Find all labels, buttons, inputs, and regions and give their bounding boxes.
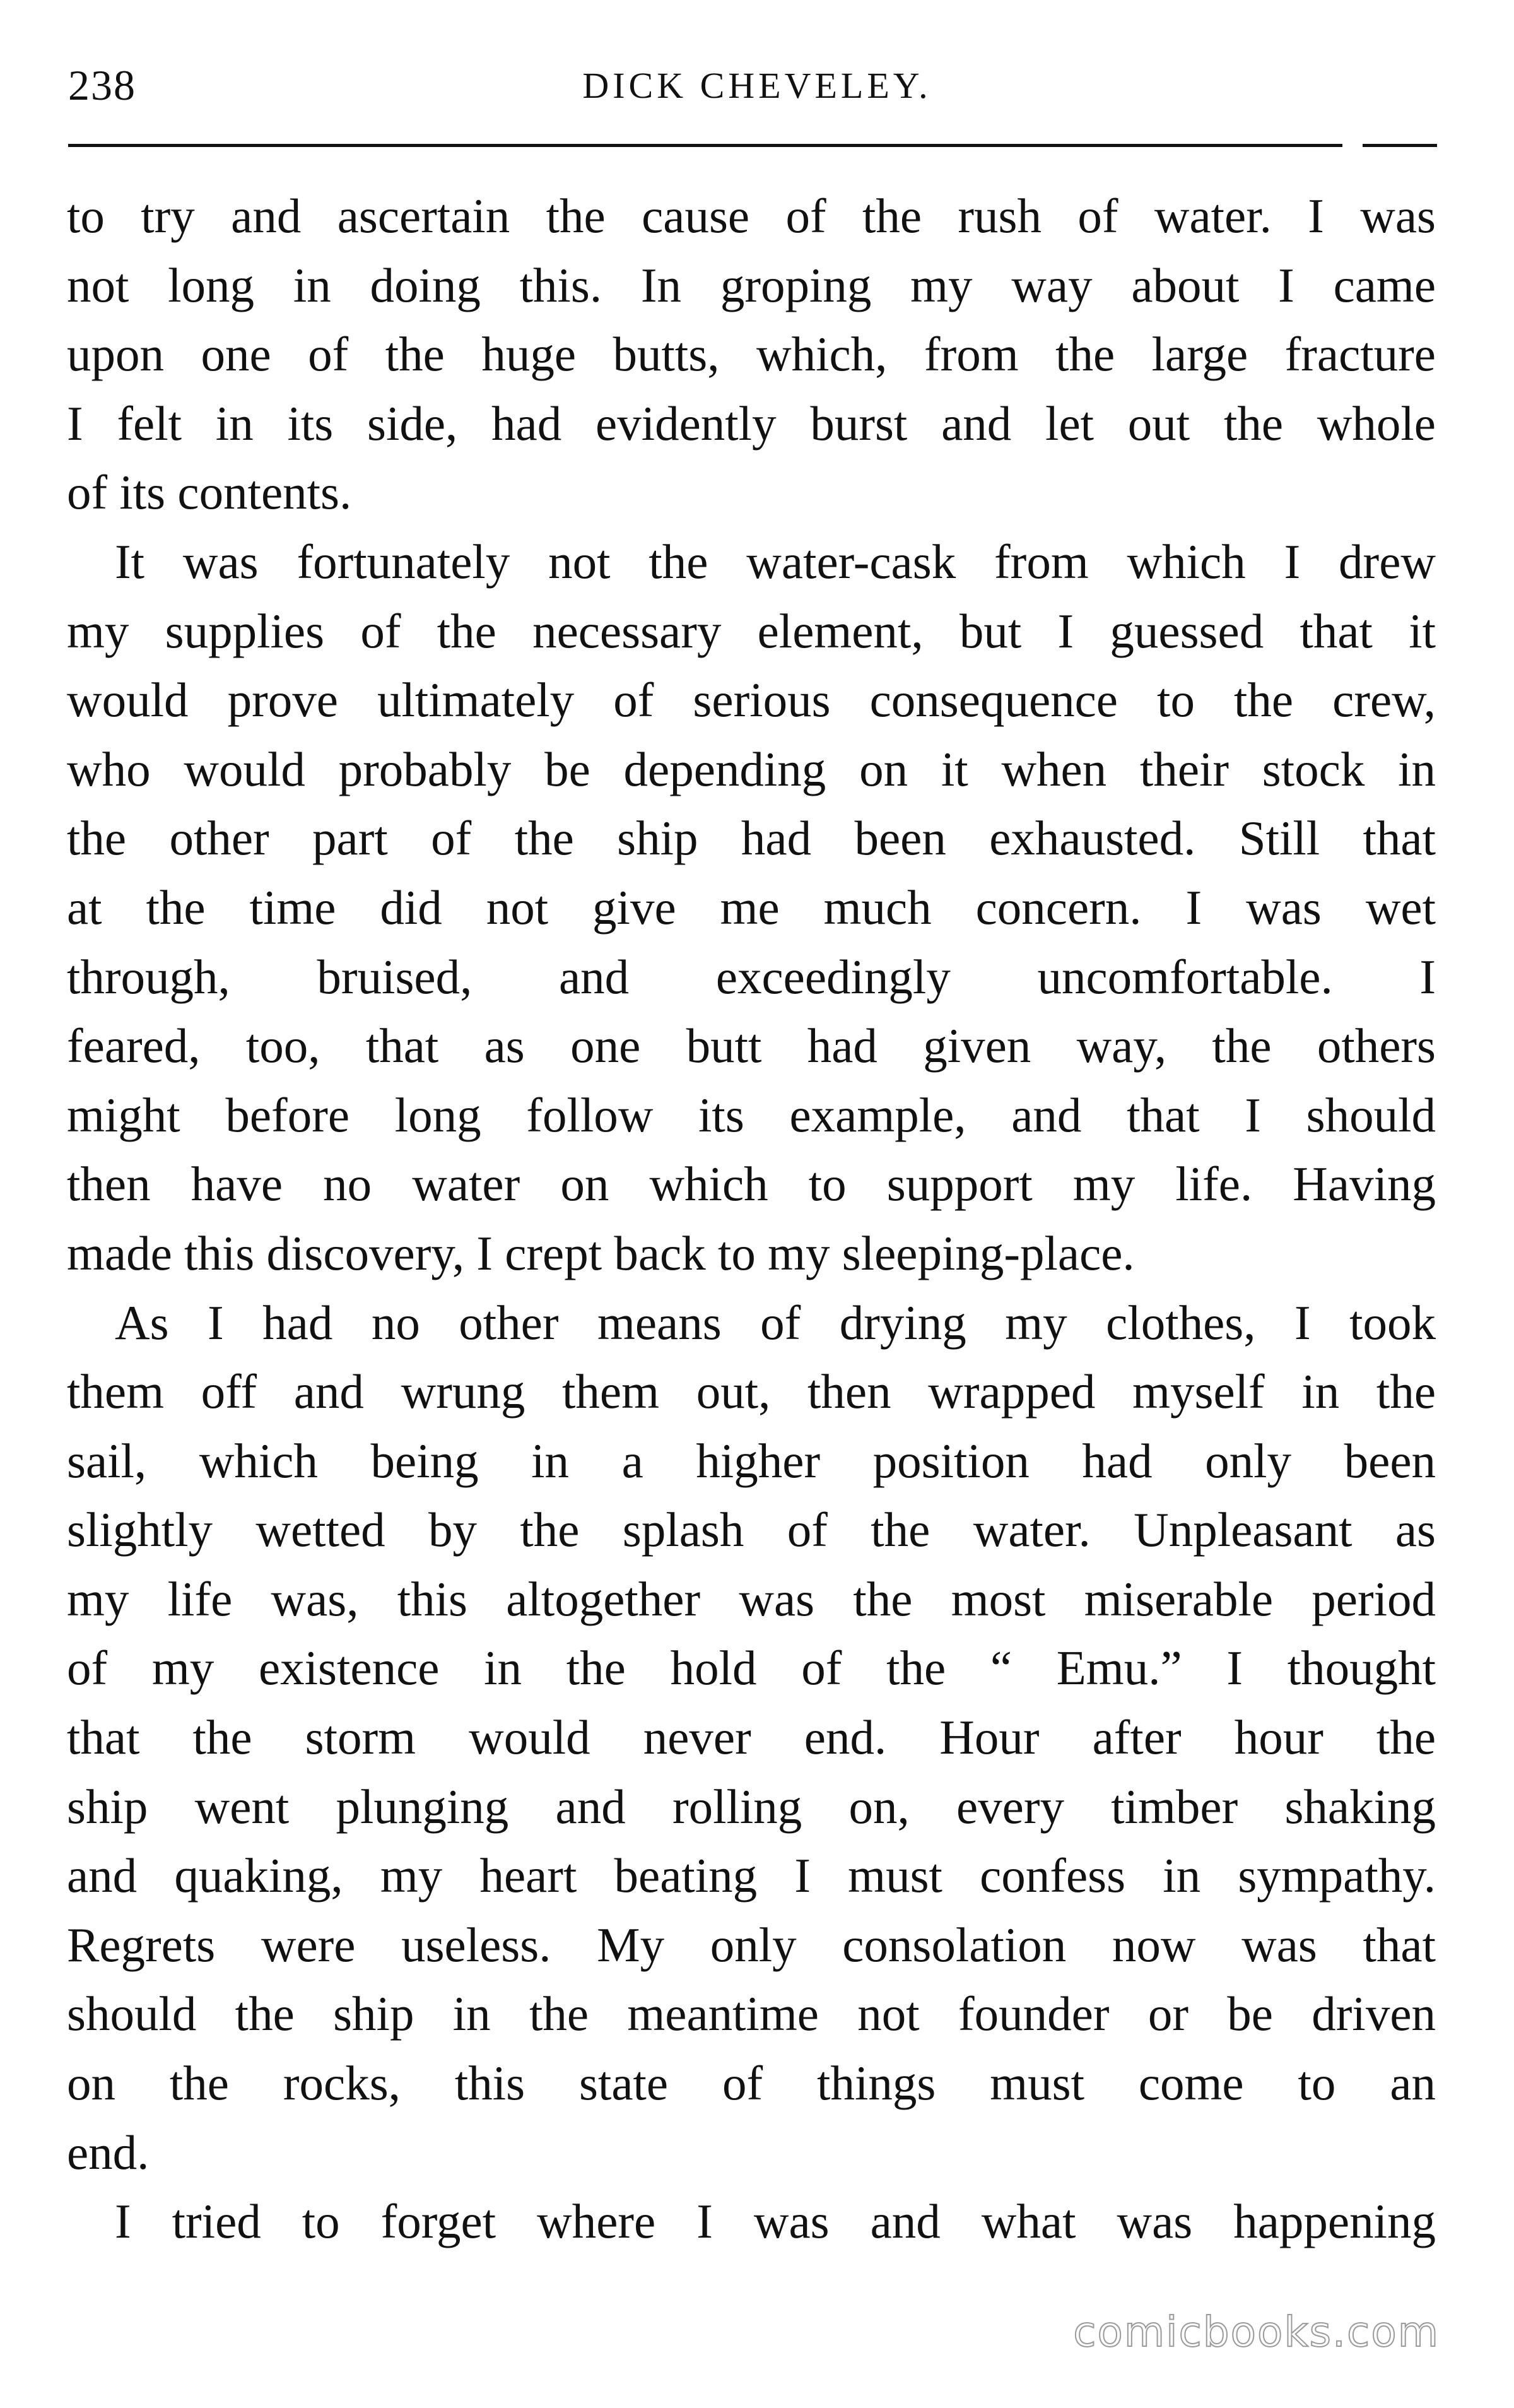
text-line: Regrets were useless. My only consolation now was that	[67, 1917, 1436, 1972]
running-title: DICK CHEVELEY.	[582, 65, 932, 106]
header-rule	[68, 144, 1342, 147]
text-line: then have no water on which to support my life. Having	[67, 1157, 1436, 1212]
text-line: As I had no other means of drying my clothes, I took	[115, 1295, 1436, 1350]
text-line: feared, too, that as one butt had given way, the others	[67, 1018, 1436, 1073]
text-line: upon one of the huge butts, which, from the large fracture	[67, 327, 1436, 382]
text-line: through, bruised, and exceedingly uncomfortable. I	[67, 949, 1436, 1004]
page-number: 238	[68, 61, 136, 109]
text-line: should the ship in the meantime not founder or be driven	[67, 1986, 1436, 2041]
text-line: sail, which being in a higher position had only been	[67, 1433, 1436, 1488]
text-line: might before long follow its example, and that I should	[67, 1087, 1436, 1142]
text-line: would prove ultimately of serious consequence to the crew,	[67, 673, 1436, 728]
text-line: made this discovery, I crept back to my sleeping-place.	[67, 1225, 1135, 1280]
text-line: not long in doing this. In groping my way about I came	[67, 257, 1436, 312]
text-line: It was fortunately not the water-cask from which I drew	[115, 534, 1436, 589]
text-line: my life was, this altogether was the most miserable period	[67, 1571, 1436, 1626]
text-line: slightly wetted by the splash of the water. Unpleasant as	[67, 1502, 1436, 1557]
text-line: and quaking, my heart beating I must confess in sympathy.	[67, 1848, 1436, 1903]
text-line: I felt in its side, had evidently burst and let out the whole	[67, 396, 1436, 451]
text-line: to try and ascertain the cause of the rush of water. I was	[67, 189, 1436, 243]
text-line: of my existence in the hold of the “ Emu.” I thought	[67, 1641, 1436, 1696]
text-line: ship went plunging and rolling on, every timber shaking	[67, 1779, 1436, 1834]
text-line: at the time did not give me much concern. I was wet	[67, 880, 1436, 935]
text-line: that the storm would never end. Hour after hour the	[67, 1710, 1436, 1765]
text-line: my supplies of the necessary element, but I guessed that it	[67, 603, 1436, 658]
text-line: who would probably be depending on it when their stock in	[67, 741, 1436, 796]
text-line: on the rocks, this state of things must come to an	[67, 2056, 1436, 2111]
text-line: the other part of the ship had been exhausted. Still that	[67, 811, 1436, 866]
page-header	[68, 49, 1446, 112]
watermark: comicbooks.com	[1073, 2308, 1440, 2356]
text-line: them off and wrung them out, then wrapped myself in the	[67, 1364, 1436, 1419]
text-line: end.	[67, 2125, 150, 2180]
text-line: I tried to forget where I was and what was happening	[115, 2194, 1436, 2249]
text-line: of its contents.	[67, 465, 352, 520]
header-rule-end	[1363, 144, 1437, 147]
body-text	[67, 182, 1436, 2257]
